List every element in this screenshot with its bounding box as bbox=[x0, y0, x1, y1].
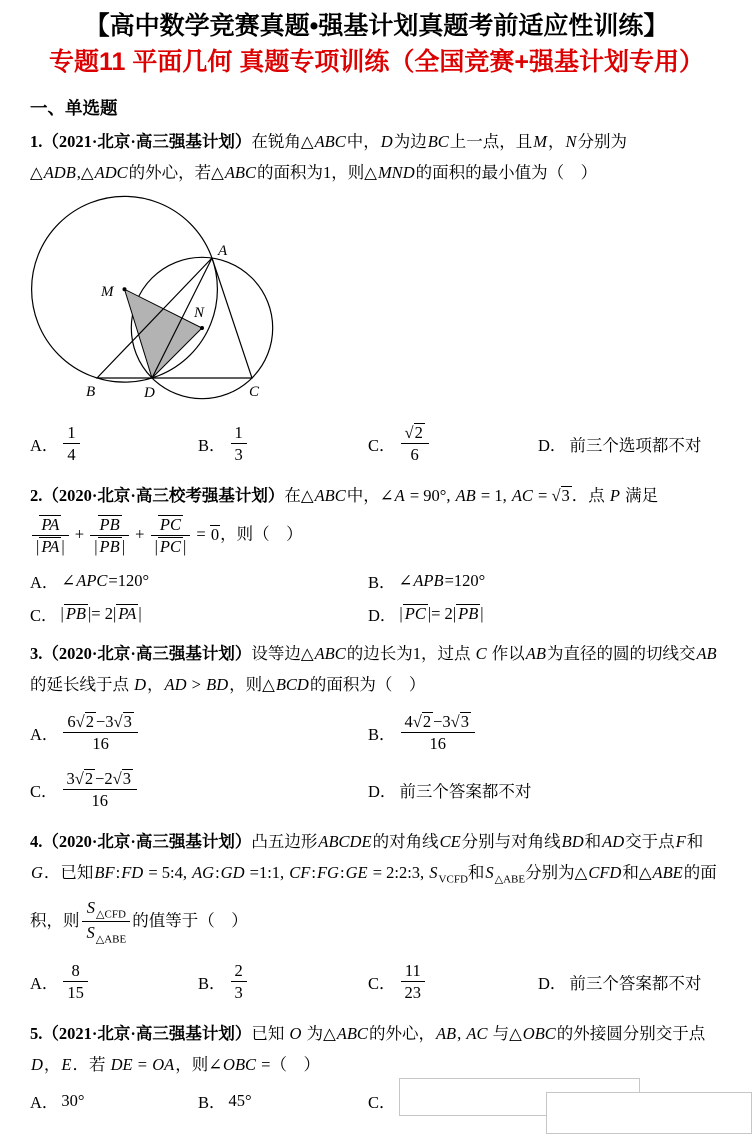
vector-overline bbox=[98, 537, 122, 557]
option-content bbox=[399, 420, 431, 468]
sqrt: √3 bbox=[113, 711, 132, 731]
option-letter: A． bbox=[30, 572, 59, 592]
math-variable: PA bbox=[41, 514, 60, 534]
vector-overline bbox=[116, 604, 138, 624]
option-content: 前三个答案都不对 bbox=[569, 973, 702, 993]
math-variable: AB bbox=[455, 485, 476, 505]
math-variable: PB bbox=[99, 514, 120, 534]
section-heading: 一、单选题 bbox=[30, 98, 118, 118]
fraction: $\frac{√2}{6}$ bbox=[401, 422, 429, 466]
problem-2-option-B bbox=[368, 569, 723, 593]
problem-4 bbox=[30, 826, 723, 1006]
vector-overline bbox=[39, 537, 61, 557]
math-variable: OBC bbox=[522, 1023, 556, 1043]
problem-1 bbox=[30, 126, 723, 468]
option-letter: B． bbox=[198, 973, 226, 993]
math-variable: ABE bbox=[652, 862, 683, 882]
math-variable: APB bbox=[413, 570, 444, 590]
problem-4-option-B bbox=[198, 958, 368, 1006]
figure-label-D: D bbox=[144, 385, 155, 401]
subscript: △ABE bbox=[494, 872, 526, 885]
problem-3-text-1: 3.（2020·北京·高三强基计划）设等边△ABC的边长为1，过点 C 作以AB为直径的圆的切线交AB的延长线于点 D，AD > BD，则△BCD的面积为（ ） bbox=[30, 643, 717, 694]
problem-2-text-2: $\frac{PA}{| PA |}$ + $\frac{PB}{| PB |}$ + $\frac{PC}{| PC |}$ = 0，则（ ） bbox=[30, 512, 723, 560]
option-content bbox=[61, 709, 139, 757]
math-variable: ABCDE bbox=[318, 831, 372, 851]
point-M bbox=[123, 287, 127, 291]
problem-2-option-C bbox=[30, 602, 368, 626]
problem-2-option-D bbox=[368, 602, 723, 626]
sqrt: √2 bbox=[412, 711, 432, 731]
sqrt: √3 bbox=[450, 711, 469, 731]
problem-4-options bbox=[30, 958, 723, 1006]
vector-overline bbox=[98, 515, 122, 535]
problem-1-option-C bbox=[368, 420, 538, 468]
fraction: $\frac{8}{15}$ bbox=[63, 960, 88, 1004]
math-variable: MND bbox=[377, 163, 415, 182]
option-letter: D． bbox=[538, 973, 567, 993]
vector-overline bbox=[158, 515, 183, 535]
math-variable: ABC bbox=[314, 485, 346, 505]
option-letter: D． bbox=[538, 435, 567, 455]
math-variable: BD bbox=[561, 831, 584, 851]
problem-list bbox=[30, 126, 723, 1113]
problem-3-option-C bbox=[30, 766, 368, 814]
math-variable: AD bbox=[602, 831, 625, 851]
problem-5-option-A bbox=[30, 1089, 198, 1113]
option-content: 前三个答案都不对 bbox=[399, 781, 532, 801]
math-variable: PA bbox=[41, 537, 60, 557]
option-content: | PC |= 2| PB | bbox=[399, 603, 484, 623]
problem-1-option-B bbox=[198, 420, 368, 468]
problem-1-option-A bbox=[30, 420, 198, 468]
math-variable: BCD bbox=[275, 674, 309, 694]
math-variable: D bbox=[134, 674, 147, 694]
math-variable: BF bbox=[94, 862, 115, 882]
math-variable: PB bbox=[65, 603, 86, 623]
math-variable: AB bbox=[525, 643, 546, 663]
figure-label-M: M bbox=[101, 284, 114, 300]
math-variable: DE bbox=[110, 1054, 133, 1074]
option-letter: A． bbox=[30, 724, 59, 744]
document-title: 【高中数学竞赛真题•强基计划真题考前适应性训练】 bbox=[84, 12, 669, 40]
fraction: $\frac{2}{3}$ bbox=[231, 960, 247, 1004]
vector-overline bbox=[158, 537, 183, 557]
fraction: $\frac{3√2 -2√3}{16}$ bbox=[63, 768, 137, 812]
problem-3-option-D bbox=[368, 778, 723, 802]
option-letter: B． bbox=[368, 572, 396, 592]
math-variable: M bbox=[533, 132, 548, 151]
fraction bbox=[82, 897, 131, 947]
option-letter: C． bbox=[368, 1092, 396, 1112]
problem-2-options bbox=[30, 569, 723, 593]
math-variable: S bbox=[86, 897, 96, 917]
fraction: $\frac{1}{4}$ bbox=[63, 422, 79, 466]
math-variable: A bbox=[394, 485, 405, 505]
option-letter: A． bbox=[30, 435, 59, 455]
option-content bbox=[229, 958, 249, 1006]
option-letter: D． bbox=[368, 605, 397, 625]
option-content bbox=[61, 420, 81, 468]
problem-3 bbox=[30, 638, 723, 814]
problem-2 bbox=[30, 480, 723, 626]
problem-1-options bbox=[30, 420, 723, 468]
problem-3-options bbox=[30, 709, 723, 757]
figure-label-N: N bbox=[194, 305, 205, 321]
document-subtitle: 专题11 平面几何 真题专项训练（全国竞赛+强基计划专用） bbox=[49, 48, 704, 76]
subscript: △ABE bbox=[95, 933, 127, 946]
problem-source: 2.（2020·北京·高三校考强基计划） bbox=[30, 485, 285, 505]
option-letter: A． bbox=[30, 973, 59, 993]
math-variable: OBC bbox=[223, 1054, 257, 1074]
problem-2-option-A bbox=[30, 569, 368, 593]
problem-source: 4.（2020·北京·高三强基计划） bbox=[30, 831, 252, 851]
option-letter: C． bbox=[30, 605, 58, 625]
fraction: $\frac{4√2 -3√3}{16}$ bbox=[401, 711, 475, 755]
subscript: VCFD bbox=[438, 872, 468, 885]
problem-4-text-1: 4.（2020·北京·高三强基计划）凸五边形ABCDE的对角线CE分别与对角线BD和AD交于点F和G．已知BF:FD = 5:4, AG:GD =1:1, CF:FG:GE = 2:2:3, $S_{VCFD}$和$S_{\triangle ABE}$分别为△CFD和△ABE的面积，则 $\frac{S_{\triangle CFD}}{S_{\triangle ABE}}$ 的值等于（ ） bbox=[30, 831, 717, 946]
math-variable: G bbox=[31, 862, 43, 882]
option-content: 30° bbox=[61, 1090, 85, 1110]
option-letter: B． bbox=[198, 435, 226, 455]
math-variable: FD bbox=[121, 862, 144, 882]
censor-box-2 bbox=[546, 1092, 752, 1134]
fraction: $\frac{1}{3}$ bbox=[231, 422, 247, 466]
math-variable: FG bbox=[316, 862, 339, 882]
math-variable: APC bbox=[76, 570, 108, 590]
option-content bbox=[399, 958, 428, 1006]
vector-overline bbox=[64, 604, 88, 624]
sqrt: √3 bbox=[551, 485, 570, 505]
math-variable: ABC bbox=[224, 163, 256, 182]
math-variable: D bbox=[31, 1054, 43, 1074]
math-variable: S bbox=[86, 923, 95, 943]
option-content: ∠APB=120° bbox=[398, 570, 486, 590]
math-variable: PB bbox=[99, 537, 120, 557]
math-variable: S bbox=[485, 862, 494, 882]
option-letter: B． bbox=[198, 1092, 226, 1112]
option-letter: A． bbox=[30, 1092, 59, 1112]
figure-label-A: A bbox=[218, 243, 228, 259]
problem-4-option-D bbox=[538, 970, 723, 994]
math-variable: CF bbox=[289, 862, 311, 882]
option-content: 45° bbox=[228, 1090, 252, 1110]
math-variable: AC bbox=[511, 485, 533, 505]
math-variable: S bbox=[429, 862, 438, 882]
problem-3-option-A bbox=[30, 709, 368, 757]
problem-source: 3.（2020·北京·高三强基计划） bbox=[30, 643, 252, 663]
math-variable: AB bbox=[435, 1023, 457, 1043]
option-content: 前三个选项都不对 bbox=[569, 435, 702, 455]
math-variable: N bbox=[565, 132, 577, 151]
problem-source: 5.（2021·北京·高三强基计划） bbox=[30, 1023, 252, 1043]
figure-label-B: B bbox=[86, 384, 96, 400]
fraction: $\frac{PC}{| PC |}$ bbox=[151, 514, 191, 558]
problem-1-option-D bbox=[538, 432, 723, 456]
option-letter: C． bbox=[368, 973, 396, 993]
geometry-figure bbox=[24, 190, 723, 411]
math-variable: PC bbox=[159, 537, 181, 557]
vector-overline: 0 bbox=[210, 524, 220, 544]
subscript: △CFD bbox=[96, 908, 126, 921]
option-content bbox=[399, 709, 477, 757]
sqrt: √2 bbox=[75, 711, 94, 731]
problem-2-text-1: 2.（2020·北京·高三校考强基计划）在△ABC中，∠A = 90°, AB = 1, AC = √3 ．点 P 满足 bbox=[30, 480, 723, 511]
math-variable: CFD bbox=[588, 862, 622, 882]
option-letter: B． bbox=[368, 724, 396, 744]
math-variable: BC bbox=[427, 132, 449, 151]
math-variable: PC bbox=[159, 514, 181, 534]
fraction: $\frac{PB}{| PB |}$ bbox=[90, 514, 129, 558]
math-variable: C bbox=[475, 643, 487, 663]
problem-3-option-B bbox=[368, 709, 723, 757]
sqrt: √2 bbox=[404, 423, 423, 442]
option-letter: C． bbox=[368, 435, 396, 455]
option-content: ∠APC=120° bbox=[61, 570, 150, 590]
math-variable: ABC bbox=[314, 132, 346, 151]
option-content: | PB |= 2| PA | bbox=[60, 603, 142, 623]
option-letter: D． bbox=[368, 781, 397, 801]
math-variable: E bbox=[61, 1054, 72, 1074]
math-variable: AD bbox=[164, 674, 187, 694]
option-letter: C． bbox=[30, 781, 58, 801]
fraction: $\frac{11}{23}$ bbox=[401, 960, 426, 1004]
math-variable: O bbox=[289, 1023, 302, 1043]
figure-svg bbox=[24, 190, 276, 406]
problem-1-text-1: 1.（2021·北京·高三强基计划）在锐角△ABC中，D为边BC上一点，且M，N分别为△ADB,△ADC的外心，若△ABC的面积为1，则△MND的面积的最小值为（ ） bbox=[30, 132, 628, 182]
math-variable: AB bbox=[696, 643, 717, 663]
figure-label-C: C bbox=[249, 384, 260, 400]
problem-4-option-A bbox=[30, 958, 198, 1006]
problem-5-text-1: 5.（2021·北京·高三强基计划）已知 O 为△ABC的外心，AB, AC 与△OBC的外接圆分别交于点 D，E．若 DE = OA，则∠OBC =（ ） bbox=[30, 1023, 706, 1074]
math-variable: AG bbox=[192, 862, 215, 882]
math-variable: GE bbox=[345, 862, 368, 882]
fraction: $\frac{PA}{| PA |}$ bbox=[32, 514, 69, 558]
problem-4-option-C bbox=[368, 958, 538, 1006]
option-content bbox=[61, 766, 139, 814]
math-variable: D bbox=[380, 132, 393, 151]
math-variable: ADB bbox=[43, 163, 76, 182]
math-variable: BD bbox=[206, 674, 229, 694]
sqrt: √3 bbox=[112, 768, 131, 788]
problem-3-options bbox=[30, 766, 723, 814]
problem-source: 1.（2021·北京·高三强基计划） bbox=[30, 132, 252, 151]
problem-5-option-B bbox=[198, 1089, 368, 1113]
point-N bbox=[200, 326, 204, 330]
option-content bbox=[229, 420, 249, 468]
math-variable: PB bbox=[458, 603, 479, 623]
option-content bbox=[61, 958, 90, 1006]
math-variable: ABC bbox=[336, 1023, 368, 1043]
sqrt: √2 bbox=[74, 768, 94, 788]
math-variable: ABC bbox=[314, 643, 346, 663]
vector-overline bbox=[403, 604, 428, 624]
math-variable: P bbox=[609, 485, 621, 505]
math-variable: OA bbox=[152, 1054, 175, 1074]
math-variable: GD bbox=[220, 862, 245, 882]
math-variable: ADC bbox=[94, 163, 128, 182]
problem-2-options bbox=[30, 602, 723, 626]
fraction: $\frac{6√2 -3√3}{16}$ bbox=[63, 711, 137, 755]
math-variable: F bbox=[675, 831, 686, 851]
math-variable: AC bbox=[466, 1023, 488, 1043]
vector-overline bbox=[456, 604, 480, 624]
vector-overline bbox=[39, 515, 61, 535]
math-variable: CE bbox=[439, 831, 461, 851]
math-variable: PC bbox=[404, 603, 426, 623]
math-variable: PA bbox=[118, 603, 137, 623]
